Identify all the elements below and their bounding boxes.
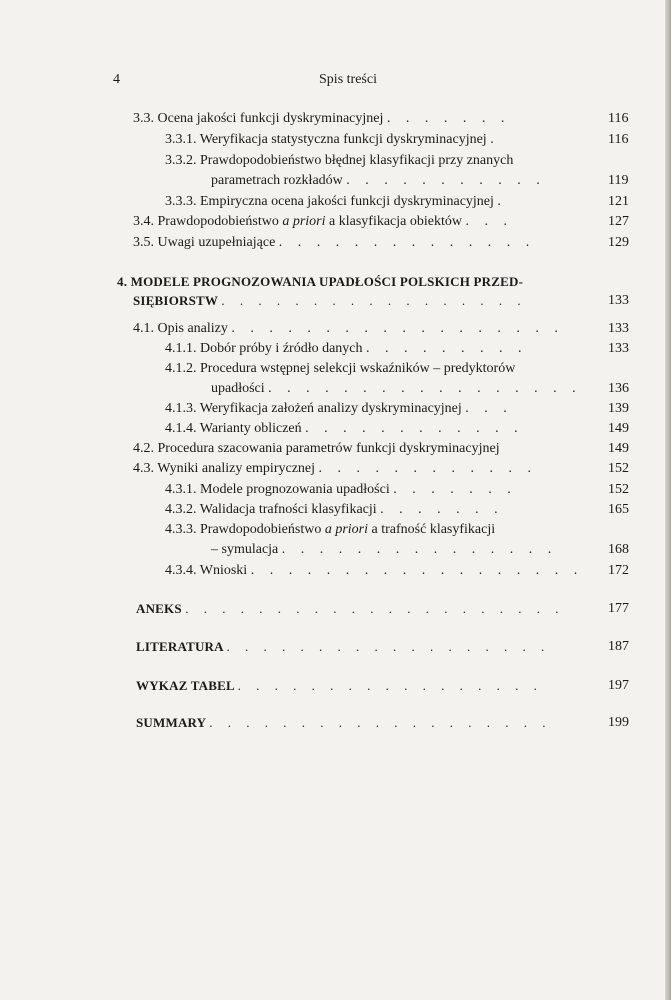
toc-page-number: 119 [608, 173, 629, 188]
toc-title: Weryfikacja założeń analizy dyskryminacyjnej [199, 401, 462, 416]
toc-page-number: 127 [608, 214, 629, 229]
toc-title: – symulacja [211, 542, 279, 557]
toc-leader-dots: . . . . . . . [393, 482, 517, 497]
toc-title-italic: a priori [324, 522, 369, 537]
page-edge-shadow [665, 0, 671, 1000]
toc-title: Prawdopodobieństwo błędnej klasyfikacji przy znanych [200, 153, 514, 168]
toc-number: 4.1.2. [165, 361, 197, 376]
toc-leader-dots: . . . [465, 214, 513, 229]
toc-title: upadłości [211, 381, 265, 396]
toc-title: Uwagi uzupełniające [157, 235, 276, 250]
toc-chapter-4-continued [133, 292, 527, 309]
toc-leader-dots: . . . . . . . [380, 502, 504, 517]
toc-title: Procedura szacowania parametrów funkcji dyskryminacyjnej [157, 441, 500, 456]
toc-number: 3.3.3. [165, 194, 197, 209]
toc-entry-4-3 [133, 460, 537, 477]
toc-number: 4.1. [133, 321, 154, 336]
toc-chapter-title: SIĘBIORSTW [133, 293, 218, 308]
toc-chapter-title: ANEKS [136, 601, 182, 616]
toc-page-number: 116 [608, 132, 629, 147]
toc-entry-3-3-1 [165, 131, 500, 148]
toc-title: Walidacja trafności klasyfikacji [199, 502, 377, 517]
toc-number: 3.4. [133, 214, 154, 229]
toc-leader-dots: . [490, 132, 500, 147]
toc-summary [136, 714, 552, 731]
toc-leader-dots: . [497, 194, 507, 209]
toc-title: Opis analizy [157, 321, 228, 336]
toc-entry-4-1-1 [165, 340, 528, 357]
toc-title: Wyniki analizy empirycznej [157, 461, 316, 476]
toc-leader-dots: . . . . . . . . . . . . . . . . . . . . . [185, 601, 565, 616]
toc-number: 4.3.1. [165, 482, 197, 497]
toc-chapter-title: 4. MODELE PROGNOZOWANIA UPADŁOŚCI POLSKICH PRZED- [117, 274, 524, 289]
toc-title: Ocena jakości funkcji dyskryminacyjnej [157, 111, 384, 126]
toc-number: 3.3.1. [165, 132, 197, 147]
toc-number: 3.5. [133, 235, 154, 250]
toc-page-number: 133 [608, 341, 629, 356]
toc-number: 4.3.2. [165, 502, 197, 517]
toc-chapter-title: SUMMARY [136, 715, 206, 730]
toc-entry-3-3 [133, 110, 510, 127]
toc-number: 4.3.4. [165, 563, 197, 578]
toc-page-number: 149 [608, 421, 629, 436]
page-header [113, 72, 583, 92]
toc-title: Wnioski [199, 563, 248, 578]
toc-leader-dots: . . . . . . . . . . . . . . . . . . [250, 563, 584, 578]
page-number: 4 [113, 72, 120, 87]
toc-leader-dots: . . . . . . . . . . . . . . . . . . . [209, 715, 552, 730]
toc-chapter-title: WYKAZ TABEL [136, 678, 235, 693]
toc-chapter-title: LITERATURA [136, 639, 224, 654]
toc-page-number: 121 [608, 194, 629, 209]
toc-leader-dots: . . . . . . . . . . . . . . . . . . [231, 321, 564, 336]
toc-leader-dots: . . . . . . . . . . . . [318, 461, 538, 476]
toc-page-number: 187 [608, 639, 629, 654]
toc-page-number: 197 [608, 678, 629, 693]
toc-entry-4-1-2-continued [211, 380, 582, 397]
toc-page-number: 172 [608, 563, 629, 578]
toc-entry-3-3-2 [165, 152, 513, 169]
toc-leader-dots: . . . . . . . . . . . . . . . . . [221, 293, 527, 308]
toc-leader-dots: . . . . . . . . . . . . . . . . . [237, 678, 543, 693]
toc-title: Dobór próby i źródło danych [200, 341, 363, 356]
toc-title: a trafność klasyfikacji [371, 522, 496, 537]
toc-page-number: 199 [608, 715, 629, 730]
toc-number: 4.2. [133, 441, 154, 456]
toc-entry-3-3-3 [165, 193, 507, 210]
toc-leader-dots: . . . . . . . . . . . . . . . . . [268, 381, 582, 396]
toc-page-number: 136 [608, 381, 629, 396]
toc-title: a klasyfikacja obiektów [329, 214, 462, 229]
toc-entry-3-3-2-continued [211, 172, 546, 189]
toc-title: Empiryczna ocena jakości funkcji dyskryminacyjnej [200, 194, 494, 209]
toc-entry-4-1-2 [165, 360, 515, 377]
toc-title: Procedura wstępnej selekcji wskaźników – predyktorów [200, 361, 516, 376]
toc-page-number: 133 [608, 293, 629, 308]
toc-leader-dots: . . . . . . . . . . . . . . [278, 235, 536, 250]
toc-page-number: 168 [608, 542, 629, 557]
toc-leader-dots: . . . . . . . . . [366, 341, 528, 356]
toc-entry-4-1-3 [165, 400, 513, 417]
toc-entry-3-4 [133, 213, 513, 230]
toc-title: Prawdopodobieństwo [200, 522, 322, 537]
toc-title: Weryfikacja statystyczna funkcji dyskryminacyjnej [199, 132, 487, 147]
toc-entry-4-1-4 [165, 420, 524, 437]
toc-leader-dots: . . . . . . . [386, 111, 511, 126]
toc-entry-4-3-3 [165, 521, 495, 538]
toc-number: 4.1.4. [165, 421, 197, 436]
toc-page-number: 152 [608, 482, 629, 497]
toc-entry-4-1 [133, 320, 564, 337]
toc-page-number: 129 [608, 235, 629, 250]
toc-entry-4-3-1 [165, 481, 517, 498]
toc-page-number: 177 [608, 601, 629, 616]
toc-entry-4-3-4 [165, 562, 583, 579]
toc-literatura [136, 638, 550, 655]
toc-leader-dots: . . . . . . . . . . . [346, 173, 546, 188]
toc-title: parametrach rozkładów [211, 173, 343, 188]
toc-entry-4-2 [133, 440, 500, 457]
toc-number: 4.3. [133, 461, 154, 476]
toc-number: 4.1.1. [165, 341, 197, 356]
toc-page-number: 149 [608, 441, 629, 456]
toc-entry-4-3-2 [165, 501, 504, 518]
toc-number: 4.3.3. [165, 522, 197, 537]
toc-page-number: 165 [608, 502, 629, 517]
toc-entry-3-5 [133, 234, 535, 251]
toc-number: 3.3.2. [165, 153, 197, 168]
running-title: Spis treści [319, 72, 377, 87]
toc-wykaz-tabel [136, 677, 543, 694]
toc-page-number: 116 [608, 111, 629, 126]
toc-page-number: 139 [608, 401, 629, 416]
toc-title-italic: a priori [282, 214, 326, 229]
toc-title: Modele prognozowania upadłości [200, 482, 390, 497]
toc-number: 4.1.3. [165, 401, 197, 416]
toc-number: 3.3. [133, 111, 154, 126]
toc-aneks [136, 600, 565, 617]
toc-page-number: 152 [608, 461, 629, 476]
toc-title: Prawdopodobieństwo [157, 214, 279, 229]
toc-chapter-4 [117, 273, 523, 290]
toc-leader-dots: . . . . . . . . . . . . . . . [281, 542, 558, 557]
toc-title: Warianty obliczeń [199, 421, 302, 436]
toc-page-number: 133 [608, 321, 629, 336]
toc-leader-dots: . . . [465, 401, 513, 416]
toc-entry-4-3-3-continued [211, 541, 557, 558]
toc-leader-dots: . . . . . . . . . . . . . . . . . . [226, 639, 551, 654]
toc-leader-dots: . . . . . . . . . . . . [305, 421, 524, 436]
